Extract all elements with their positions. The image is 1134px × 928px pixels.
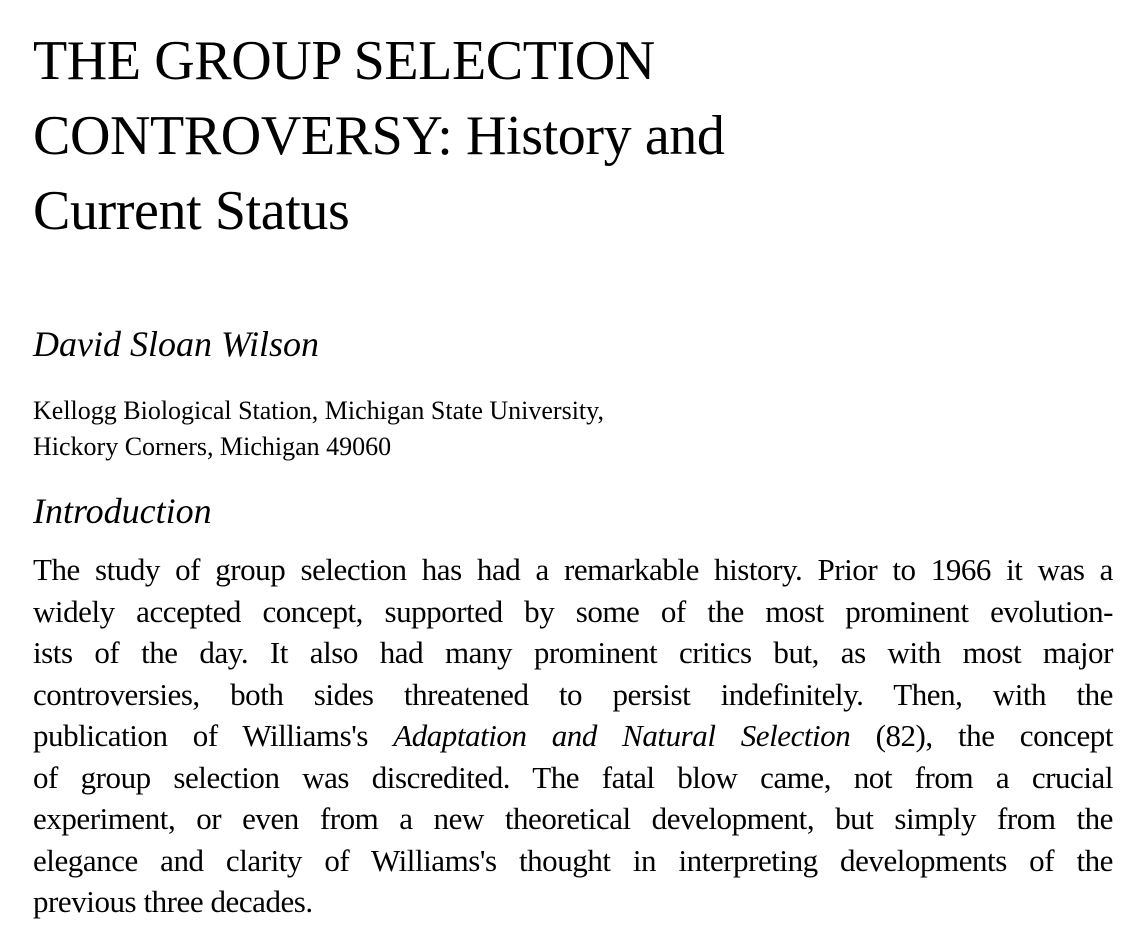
author-affiliation: [33, 393, 604, 465]
line-text-after: (82), the concept: [850, 718, 1113, 753]
paper-title: [33, 24, 1033, 249]
paragraph-line: The study of group selection has had a remarkable history. Prior to 1966 it was a: [33, 552, 1113, 587]
paragraph-line: ists of the day. It also had many prominent critics but, as with most major: [33, 635, 1113, 670]
affiliation-line: Kellogg Biological Station, Michigan State University,: [33, 396, 604, 425]
paragraph-line: previous three decades.: [33, 884, 313, 919]
book-title: Adaptation and Natural Selection: [393, 718, 851, 753]
paragraph-line: experiment, or even from a new theoretical development, but simply from the: [33, 801, 1113, 836]
paragraph-line: elegance and clarity of Williams's thought in interpreting developments of the: [33, 842, 1113, 878]
section-heading-introduction: Introduction: [33, 491, 212, 531]
author-name: David Sloan Wilson: [33, 324, 319, 364]
paragraph-line: widely accepted concept, supported by some of the most prominent evolution-: [33, 593, 1113, 629]
paragraph-line-with-book-title: [33, 715, 1113, 757]
title-line: CONTROVERSY: History and: [33, 105, 725, 167]
line-text-before: publication of Williams's: [33, 718, 394, 753]
affiliation-line: Hickory Corners, Michigan 49060: [33, 432, 392, 461]
paragraph-line: controversies, both sides threatened to persist indefinitely. Then, with the: [33, 676, 1113, 712]
title-line: Current Status: [33, 180, 350, 242]
paragraph-line: of group selection was discredited. The fatal blow came, not from a crucial: [33, 759, 1113, 795]
introduction-paragraph: [33, 549, 1113, 923]
title-line: THE GROUP SELECTION: [33, 30, 655, 92]
